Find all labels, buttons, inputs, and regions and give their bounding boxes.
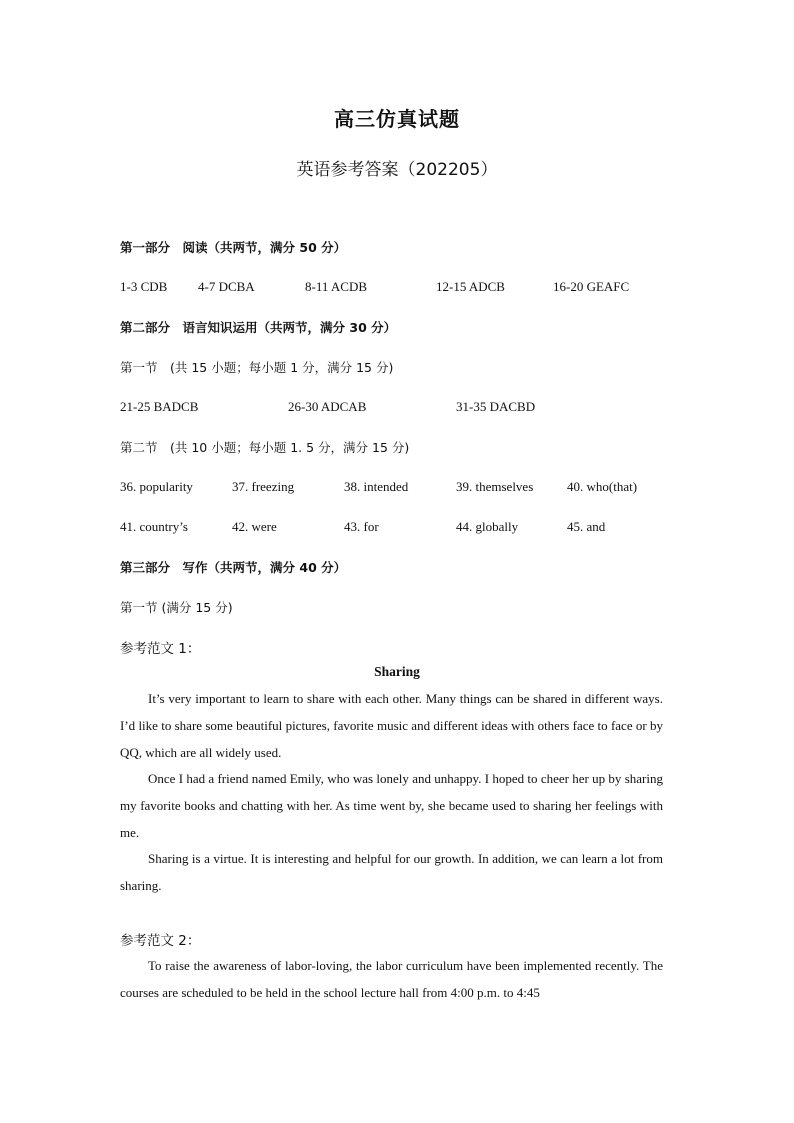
answer-item: 43. for [344,519,379,534]
answer-group: 12-15 ADCB [436,279,505,294]
answer-group: 8-11 ACDB [305,279,367,294]
answer-group: 1-3 CDB [120,279,168,294]
part2-heading: 第二部分 语言知识运用（共两节，满分 30 分） [120,320,397,335]
part2-section1-heading: 第一节 (共 15 小题；每小题 1 分，满分 15 分) [120,360,394,375]
page-subtitle: 英语参考答案（202205） [296,160,498,180]
essay1-paragraph: It’s very important to learn to share with each other. Many things can be shared in different ways. I’d like to share some beautiful pictures, favorite music and different ideas with others face to face or by QQ, which are all widely used. [120,691,663,760]
answer-group: 4-7 DCBA [198,279,255,294]
answer-item: 41. country’s [120,519,188,534]
answer-group: 31-35 DACBD [456,399,536,414]
part1-heading: 第一部分 阅读（共两节，满分 50 分） [120,240,347,255]
page-title: 高三仿真试题 [334,107,460,131]
answer-group: 26-30 ADCAB [288,399,367,414]
answer-item: 39. themselves [456,479,534,494]
essay1-paragraph: Sharing is a virtue. It is interesting and helpful for our growth. In addition, we can learn a lot from sharing. [120,851,663,893]
essay2-paragraph: To raise the awareness of labor-loving, the labor curriculum have been implemented recently. The courses are scheduled to be held in the school lecture hall from 4:00 p.m. to 4:45 [120,958,663,1000]
essay1-title: Sharing [374,664,420,679]
answer-item: 37. freezing [232,479,295,494]
part3-heading: 第三部分 写作（共两节，满分 40 分） [120,560,347,575]
answer-item: 42. were [232,519,277,534]
essay1-paragraph: Once I had a friend named Emily, who was lonely and unhappy. I hoped to cheer her up by sharing my favorite books and chatting with her. As time went by, she became used to sharing her feelings with me. [120,771,663,840]
part3-score: 40 [299,560,317,575]
essay1-label: 参考范文 1： [120,641,201,657]
answer-item: 44. globally [456,519,519,534]
answer-group: 16-20 GEAFC [553,279,630,294]
answer-item: 36. popularity [120,479,193,494]
essay2-label: 参考范文 2： [120,933,201,949]
answer-item: 40. who(that) [567,479,638,494]
answer-item: 45. and [567,519,606,534]
answer-group: 21-25 BADCB [120,399,199,414]
part2-score: 30 [349,320,367,335]
part2-section2-heading: 第二节 (共 10 小题；每小题 1. 5 分，满分 15 分) [120,440,410,455]
part1-score: 50 [299,240,317,255]
answer-item: 38. intended [344,479,409,494]
part3-section1-heading: 第一节 (满分 15 分) [120,600,233,615]
